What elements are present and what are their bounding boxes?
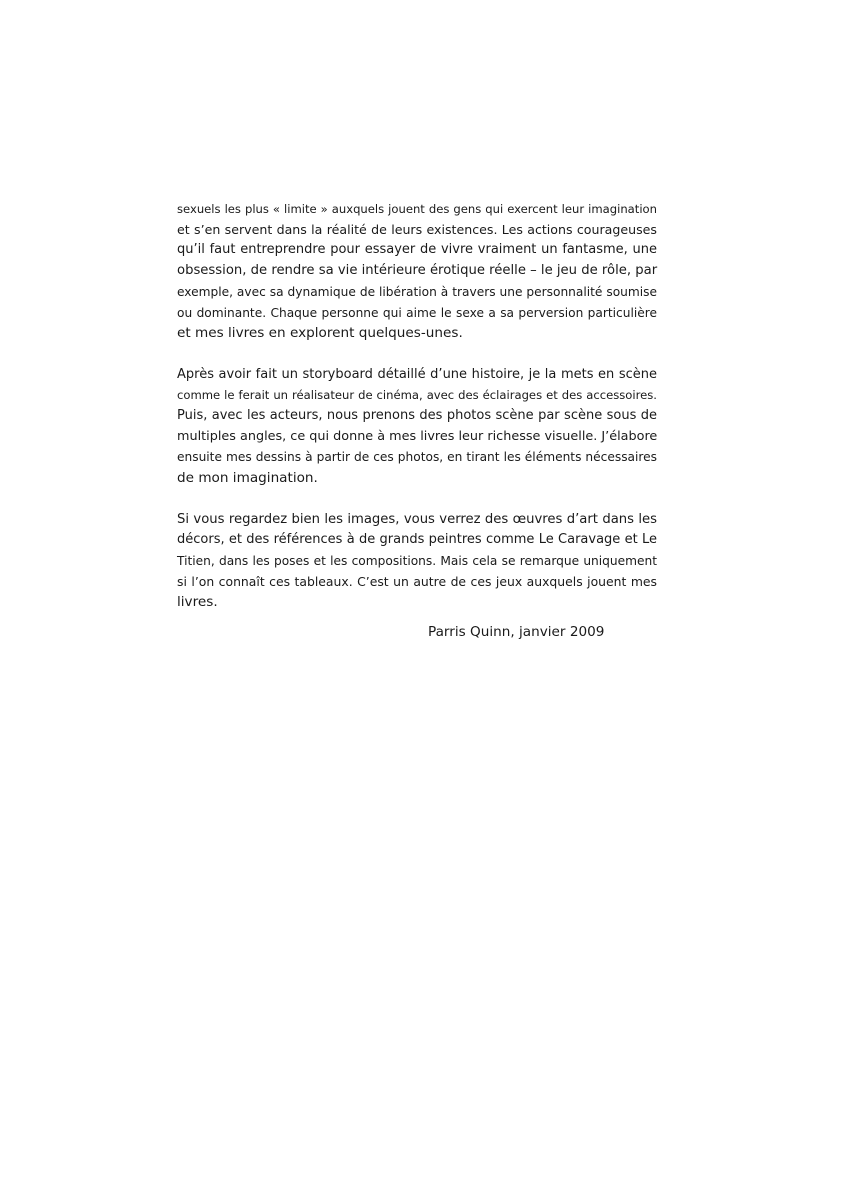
text-line: et s’en servent dans la réalité de leurs existences. Les actions courageuses xyxy=(177,221,657,237)
signature: Parris Quinn, janvier 2009 xyxy=(428,624,605,640)
text-line: multiples angles, ce qui donne à mes livres leur richesse visuelle. J’élabore xyxy=(177,428,658,444)
text-line: ensuite mes dessins à partir de ces photos, en tirant les éléments nécessaires xyxy=(177,450,657,465)
text-line: ou dominante. Chaque personne qui aime le sexe a sa perversion particulière xyxy=(177,305,657,320)
text-line: de mon imagination. xyxy=(177,470,318,487)
text-line: Si vous regardez bien les images, vous verrez des œuvres d’art dans les xyxy=(177,511,657,527)
text-line: Après avoir fait un storyboard détaillé d’une histoire, je la mets en scène xyxy=(177,366,657,382)
text-line: obsession, de rendre sa vie intérieure érotique réelle – le jeu de rôle, par xyxy=(177,263,658,279)
paragraph xyxy=(177,510,657,614)
paragraph xyxy=(177,199,657,344)
text-line: si l’on connaît ces tableaux. C’est un autre de ces jeux auxquels jouent mes xyxy=(177,573,657,589)
paragraph xyxy=(177,365,657,489)
text-line: décors, et des références à de grands peintres comme Le Caravage et Le xyxy=(177,532,657,548)
text-line: sexuels les plus « limite » auxquels jouent des gens qui exercent leur imagination xyxy=(177,202,657,216)
text-line: comme le ferait un réalisateur de cinéma, avec des éclairages et des accessoires. xyxy=(177,388,657,403)
body-text xyxy=(177,199,657,613)
text-line: livres. xyxy=(177,594,218,611)
text-line: exemple, avec sa dynamique de libération à travers une personnalité soumise xyxy=(177,284,657,299)
text-line: qu’il faut entreprendre pour essayer de vivre vraiment un fantasme, une xyxy=(177,242,657,258)
text-line: Puis, avec les acteurs, nous prenons des photos scène par scène sous de xyxy=(177,408,657,424)
text-line: et mes livres en explorent quelques-unes. xyxy=(177,325,463,342)
text-line: Titien, dans les poses et les compositions. Mais cela se remarque uniquement xyxy=(177,553,657,568)
